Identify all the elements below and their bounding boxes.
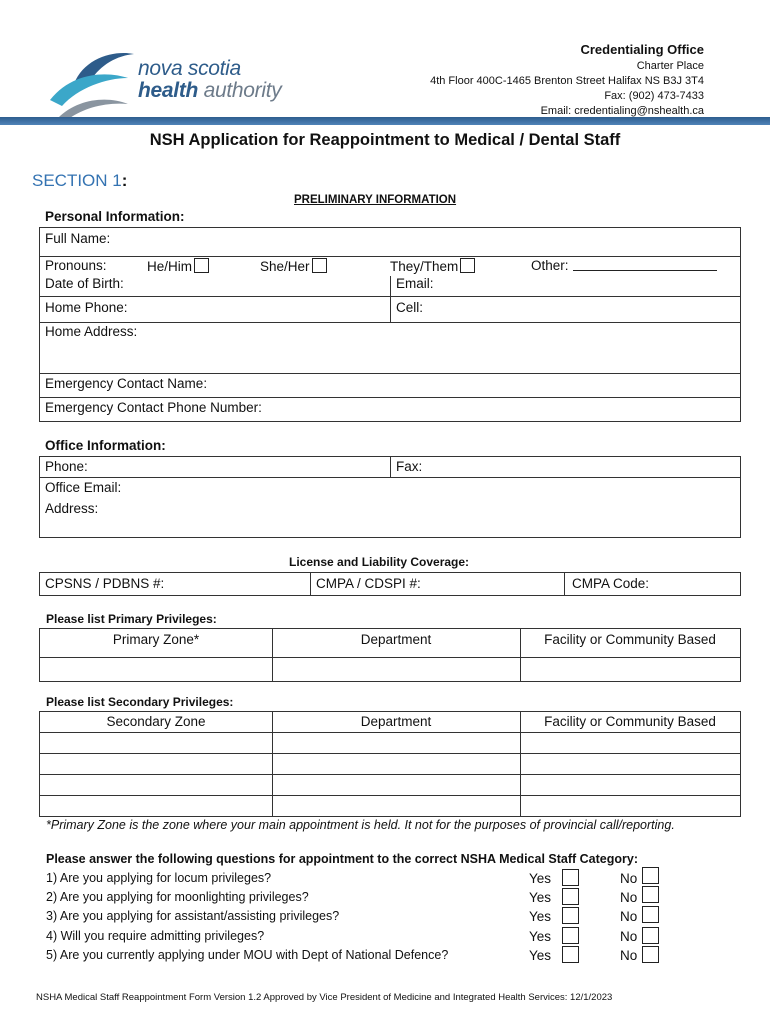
cpsns-field[interactable]: CPSNS / PDBNS #: (45, 576, 165, 591)
primary-cell-department[interactable] (273, 658, 520, 681)
license-box (39, 572, 741, 596)
pronoun-other (531, 258, 717, 273)
question-2: 2) Are you applying for moonlighting privileges? (46, 890, 309, 904)
secondary-row[interactable] (40, 796, 740, 816)
document-title: NSH Application for Reappointment to Medical / Dental Staff (149, 131, 621, 149)
secondary-col-facility: Facility or Community Based (544, 714, 716, 729)
secondary-table (39, 711, 741, 817)
secondary-row[interactable] (40, 775, 740, 795)
yes-label: Yes (529, 929, 552, 944)
primary-heading: Please list Primary Privileges: (46, 612, 217, 626)
q5-yes-checkbox[interactable] (562, 946, 579, 963)
logo-health: health (138, 79, 199, 102)
full-name-field[interactable]: Full Name: (45, 231, 111, 246)
he-him-checkbox[interactable] (194, 258, 209, 273)
no-label: No (620, 890, 638, 905)
question-5: 5) Are you currently applying under MOU with Dept of National Defence? (46, 948, 449, 962)
office-info-box (39, 456, 741, 538)
no-label: No (620, 929, 638, 944)
office-fax-field[interactable]: Fax: (396, 459, 423, 474)
q3-no-checkbox[interactable] (642, 906, 659, 923)
primary-cell-facility[interactable] (521, 658, 740, 681)
office-line: 4th Floor 400C-1465 Brenton Street Halifax NS B3J 3T4 (430, 75, 704, 87)
emergency-phone-field[interactable]: Emergency Contact Phone Number: (45, 400, 262, 415)
office-title: Credentialing Office (580, 42, 704, 57)
personal-heading: Personal Information: (45, 209, 185, 224)
preliminary-heading: PRELIMINARY INFORMATION (294, 194, 457, 206)
yes-label: Yes (529, 909, 552, 924)
office-line: Charter Place (636, 60, 704, 72)
q5-no-checkbox[interactable] (642, 946, 659, 963)
q2-yes-checkbox[interactable] (562, 888, 579, 905)
office-address-field[interactable]: Address: (45, 501, 99, 516)
header-band (0, 117, 770, 125)
secondary-col-zone: Secondary Zone (106, 714, 206, 729)
question-4: 4) Will you require admitting privileges? (46, 929, 265, 943)
emergency-name-field[interactable]: Emergency Contact Name: (45, 376, 208, 391)
license-heading: License and Liability Coverage: (289, 555, 470, 569)
personal-info-box (39, 227, 741, 422)
home-phone-field[interactable]: Home Phone: (45, 300, 128, 315)
dob-field[interactable]: Date of Birth: (45, 276, 124, 291)
office-address-block (430, 42, 704, 119)
email-field[interactable]: Email: (396, 276, 434, 291)
yes-label: Yes (529, 948, 552, 963)
logo-line-1: nova scotia (138, 57, 241, 80)
primary-col-facility: Facility or Community Based (544, 632, 716, 647)
primary-table (39, 628, 741, 682)
other-label: Other: (531, 258, 569, 273)
section-colon: : (121, 171, 128, 190)
cmpa-field[interactable]: CMPA / CDSPI #: (316, 576, 421, 591)
no-label: No (620, 871, 638, 886)
they-them-label: They/Them (390, 259, 459, 274)
they-them-checkbox[interactable] (460, 258, 475, 273)
home-address-field[interactable]: Home Address: (45, 324, 138, 339)
secondary-heading: Please list Secondary Privileges: (46, 695, 234, 709)
office-heading: Office Information: (45, 438, 166, 453)
she-her-label: She/Her (260, 259, 310, 274)
q2-no-checkbox[interactable] (642, 886, 659, 903)
yes-label: Yes (529, 871, 552, 886)
she-her-checkbox[interactable] (312, 258, 327, 273)
primary-col-zone: Primary Zone* (112, 632, 200, 647)
q3-yes-checkbox[interactable] (562, 907, 579, 924)
pronoun-he-him (147, 258, 209, 274)
other-pronoun-input[interactable] (573, 258, 717, 271)
logo-wordmark (138, 58, 281, 102)
pronoun-she-her (260, 258, 327, 274)
pronouns-label: Pronouns: (45, 258, 107, 273)
question-1: 1) Are you applying for locum privileges? (46, 871, 272, 885)
yes-label: Yes (529, 890, 552, 905)
office-phone-field[interactable]: Phone: (45, 459, 88, 474)
office-line: Email: credentialing@nshealth.ca (540, 105, 704, 117)
logo-line-2 (138, 80, 281, 102)
primary-cell-zone[interactable] (40, 658, 272, 681)
cell-field[interactable]: Cell: (396, 300, 424, 315)
office-line: Fax: (902) 473-7433 (604, 90, 704, 102)
footer: NSHA Medical Staff Reappointment Form Version 1.2 Approved by Vice President of Medicine and Integrated Health Services: 12/1/2023 (36, 992, 613, 1003)
pronoun-they-them (390, 258, 475, 274)
he-him-label: He/Him (147, 259, 193, 274)
office-email-field[interactable]: Office Email: (45, 480, 122, 495)
primary-col-department: Department (360, 632, 432, 647)
secondary-row[interactable] (40, 754, 740, 774)
cmpa-code-field[interactable]: CMPA Code: (572, 576, 650, 591)
q4-no-checkbox[interactable] (642, 927, 659, 944)
secondary-col-department: Department (360, 714, 432, 729)
primary-zone-note: *Primary Zone is the zone where your main appointment is held. It not for the purposes of provincial call/reporting. (46, 818, 675, 832)
section-label: SECTION 1 (32, 171, 122, 190)
secondary-row[interactable] (40, 733, 740, 753)
logo-authority: authority (203, 79, 282, 102)
q1-yes-checkbox[interactable] (562, 869, 579, 886)
no-label: No (620, 948, 638, 963)
questions-heading: Please answer the following questions for appointment to the correct NSHA Medical Staff Category: (46, 852, 638, 866)
no-label: No (620, 909, 638, 924)
section-heading (32, 171, 127, 191)
q1-no-checkbox[interactable] (642, 867, 659, 884)
q4-yes-checkbox[interactable] (562, 927, 579, 944)
question-3: 3) Are you applying for assistant/assisting privileges? (46, 909, 340, 923)
